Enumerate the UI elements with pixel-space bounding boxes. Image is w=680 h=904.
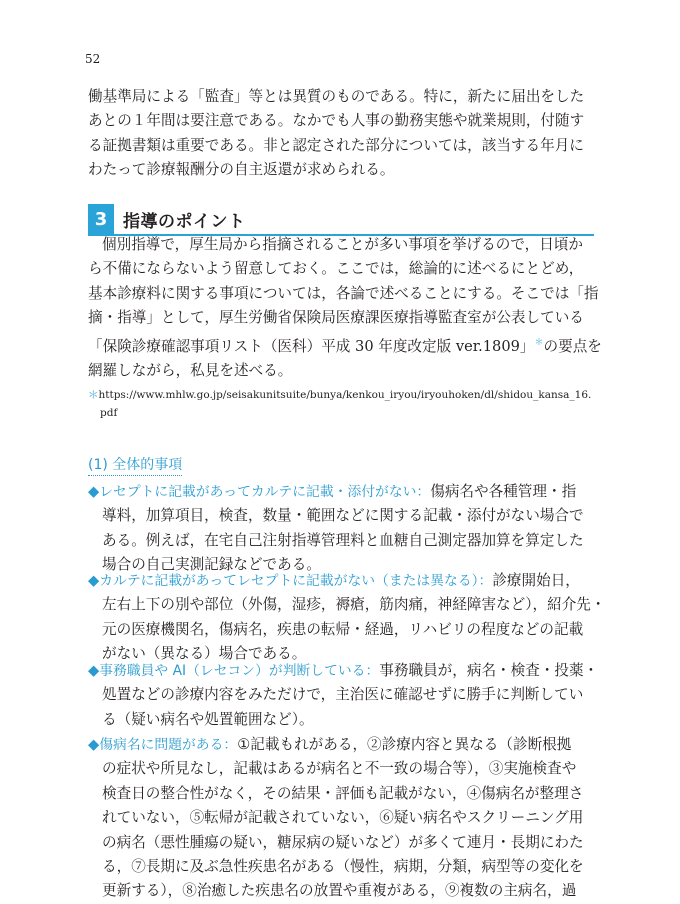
item-line: がない（異なる）場合である。 <box>102 645 307 663</box>
intro-line: る証拠書類は重要である。非と認定された部分については，該当する年月に <box>88 136 584 154</box>
footnote <box>88 386 594 422</box>
body-line: 網羅しながら，私見を述べる。 <box>88 361 293 379</box>
section-number: 3 <box>88 204 114 234</box>
subsection-title: (1) 全体的事項 <box>88 454 182 476</box>
item-line: 導料，加算項目，検査，数量・範囲などに関する記載・添付がない場合で <box>102 507 584 525</box>
body-line: ら不備にならないよう留意しておく。ここでは，総論的に述べるにとどめ， <box>88 260 584 278</box>
list-item <box>88 480 594 578</box>
item-lead: 事務職員や AI（レセコン）が判断している： <box>99 663 380 679</box>
item-line: る（疑い病名や処置範囲など）。 <box>102 710 314 728</box>
item-line: れていない，⑤転帰が記載されていない，⑥疑い病名やスクリーニング用 <box>102 809 584 827</box>
item-text: 事務職員が，病名・検査・投薬・ <box>379 662 599 679</box>
footnote-line: pdf <box>100 407 118 419</box>
item-first-line <box>88 569 594 593</box>
body-line: 摘・指導」として，厚生労働省保険局医療課医療指導監査室が公表している <box>88 309 584 327</box>
footnote-line <box>88 386 594 404</box>
item-line: る，⑦長期に及ぶ急性疾患名がある（慢性，病期，分類，病型等の変化を <box>102 858 584 876</box>
item-first-line <box>88 733 594 757</box>
item-line: の病名（悪性腫瘍の疑い，糖尿病の疑いなど）が多くて連月・長期にわた <box>102 833 584 851</box>
footnote-marker: ＊ <box>534 337 544 348</box>
item-lead: レセプトに記載があってカルテに記載・添付がない： <box>99 484 431 500</box>
diamond-bullet-icon: ◆ <box>88 483 100 500</box>
item-lead: カルテに記載があってレセプトに記載がない（または異なる）： <box>99 573 493 589</box>
item-lead: 傷病名に問題がある： <box>99 737 238 753</box>
list-item <box>88 569 606 667</box>
item-line: 左右上下の別や部位（外傷，湿疹，褥瘡，筋肉痛，神経障害など），紹介先・ <box>102 596 606 614</box>
diamond-bullet-icon: ◆ <box>88 736 100 753</box>
intro-line: わたって診療報酬分の自主返還が求められる。 <box>88 161 395 179</box>
body-line-text: 「保険診療確認事項リスト（医科）平成 30 年度改定版 ver.1809」 <box>88 337 535 355</box>
footnote-mark: ＊ <box>88 389 99 401</box>
intro-line: あとの１年間は要注意である。なかでも人事の勤務実態や就業規則，付随す <box>88 112 585 130</box>
body-line <box>88 331 602 359</box>
body-line: 基本診療料に関する事項については，各論で述べることにする。そこでは「指 <box>88 284 599 302</box>
item-text: ①記載もれがある，②診療内容と異なる（診断根拠 <box>237 736 572 753</box>
item-line: ある。例えば，在宅自己注射指導管理料と血糖自己測定器加算を算定した <box>102 531 584 549</box>
diamond-bullet-icon: ◆ <box>88 662 100 679</box>
item-line: 検査日の整合性がなく，その結果・評価も記載がない，④傷病名が整理さ <box>102 784 584 802</box>
intro-line: 働基準局による「監査」等とは異質のものである。特に，新たに届出をした <box>88 88 585 105</box>
intro-paragraph <box>88 85 594 183</box>
list-item <box>88 733 594 904</box>
item-line: の症状や所見なし，記載はあるが病名と不一致の場合等），③実施検査や <box>102 760 577 778</box>
item-line: 元の医療機関名，傷病名，疾患の転帰・経過，リハビリの程度などの記載 <box>102 620 584 638</box>
item-line: 更新する），⑧治癒した疾患名の放置や重複がある，⑨複数の主病名，過 <box>102 882 577 900</box>
section-title: 指導のポイント <box>123 212 246 232</box>
item-text: 傷病名や各種管理・指 <box>430 483 577 500</box>
item-first-line <box>88 480 594 504</box>
body-line: 個別指導で，厚生局から指摘されることが多い事項を挙げるので，日頃か <box>102 236 584 253</box>
diamond-bullet-icon: ◆ <box>88 572 100 589</box>
page-number: 52 <box>85 52 101 66</box>
item-text: 診療開始日， <box>492 572 580 589</box>
item-line: 処置などの診療内容をみただけで，主治医に確認せずに勝手に判断してい <box>102 686 584 704</box>
item-first-line <box>88 659 599 683</box>
footnote-url: https://www.mhlw.go.jp/seisakunitsuite/bunya/kenkou_iryou/iryouhoken/dl/shidou_kansa_16. <box>98 389 592 401</box>
body-line-tail: の要点を <box>543 337 602 355</box>
section-heading <box>88 204 594 234</box>
list-item <box>88 659 599 732</box>
item-line: 場合の自己実測記録などである。 <box>102 556 321 574</box>
body-paragraph <box>88 233 602 383</box>
